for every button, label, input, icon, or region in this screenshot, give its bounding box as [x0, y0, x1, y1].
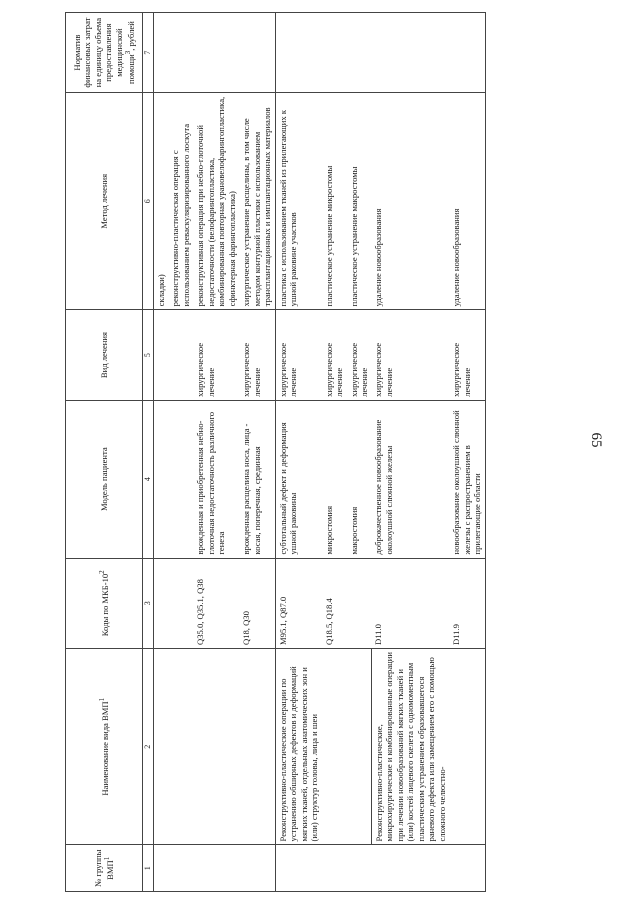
table-row — [347, 13, 372, 892]
cell-vmp-name — [347, 649, 372, 845]
cell-cost — [371, 13, 449, 93]
cell-method: удаление новообразования — [371, 93, 449, 310]
cell-model: микростомия — [322, 400, 347, 558]
cell-vmp-name — [239, 649, 275, 845]
cell-treatment: хирургическое лечение — [193, 310, 239, 400]
column-number: 1 — [143, 845, 154, 892]
cell-method: хирургическое устранение расщелины, в том числе методом контурной пластики с использованием трансплантационных и имплантационных материалов — [239, 93, 275, 310]
table-row — [239, 13, 275, 892]
cell-treatment: хирургическое лечение — [322, 310, 347, 400]
header-patient-model: Модель пациента — [66, 400, 143, 558]
cell-group — [449, 845, 485, 892]
cell-cost — [168, 13, 193, 93]
cell-vmp-name — [153, 649, 168, 845]
cell-group — [275, 845, 321, 892]
cell-method: реконструктивная операция при небно-глоточной недостаточности (велофарингопластика, комбинированная повторная урановелофарингопластика, сфинктерная фарингопластика) — [193, 93, 239, 310]
cell-vmp-name — [449, 649, 485, 845]
cell-cost — [193, 13, 239, 93]
cell-cost — [153, 13, 168, 93]
cell-vmp-name: Реконструктивно-пластические, микрохирургические и комбинированные операции при лечении новообразований мягких тканей и (или) костей лицевого скелета с одномоментным пластическим устранением образовавшегося раневого дефекта или замещением его с помощью сложного челюстно- — [371, 649, 449, 845]
table-row — [193, 13, 239, 892]
cell-mkb: D11.0 — [371, 558, 449, 648]
column-number: 6 — [143, 93, 154, 310]
cell-group — [168, 845, 193, 892]
cell-mkb: D11.9 — [449, 558, 485, 648]
cell-method: пластическое устранение микростомы — [322, 93, 347, 310]
cell-mkb — [168, 558, 193, 648]
cell-mkb: Q18, Q30 — [239, 558, 275, 648]
header-cost-standard: Норматив финансовых затрат на единицу объема предоставления медицинской помощи$^3$, рублей — [66, 13, 143, 93]
cell-method: складки) — [153, 93, 168, 310]
header-vmp-name: Наименование вида ВМП$^1$ — [66, 649, 143, 845]
cell-mkb: M95.1, Q87.0 — [275, 558, 321, 648]
cell-cost — [239, 13, 275, 93]
cell-group — [153, 845, 168, 892]
table-row — [275, 13, 321, 892]
header-mkb-codes: Коды по МКБ-$10^2$ — [66, 558, 143, 648]
cell-group — [193, 845, 239, 892]
table-row — [153, 13, 168, 892]
cell-group — [347, 845, 372, 892]
header-treatment-type: Вид лечения — [66, 310, 143, 400]
column-number: 3 — [143, 558, 154, 648]
cell-group — [322, 845, 347, 892]
cell-cost — [347, 13, 372, 93]
cell-vmp-name — [193, 649, 239, 845]
cell-method: реконструктивно-пластическая операция с использованием реваскуляризированного лоскута — [168, 93, 193, 310]
cell-group — [371, 845, 449, 892]
cell-method: пластическое устранение макростомы — [347, 93, 372, 310]
cell-mkb: Q18.5, Q18.4 — [322, 558, 347, 648]
cell-vmp-name — [322, 649, 347, 845]
column-number-row — [143, 13, 154, 892]
cell-cost — [449, 13, 485, 93]
cell-treatment: хирургическое лечение — [449, 310, 485, 400]
cell-model: доброкачественное новообразование околоушной слюнной железы — [371, 400, 449, 558]
column-number: 7 — [143, 13, 154, 93]
header-group-number: № группы ВМП$^1$ — [66, 845, 143, 892]
page-number: 65 — [588, 432, 604, 448]
cell-model: макростомия — [347, 400, 372, 558]
cell-vmp-name — [168, 649, 193, 845]
cell-method: пластика с использованием тканей из прилегающих к ушной раковине участков — [275, 93, 321, 310]
cell-model: новообразование околоушной слюнной железы с распространением в прилегающие области — [449, 400, 485, 558]
cell-mkb — [153, 558, 168, 648]
cell-cost — [275, 13, 321, 93]
cell-treatment — [153, 310, 168, 400]
cell-model: врожденная расщелина носа, лица - косая, поперечная, срединная — [239, 400, 275, 558]
cell-cost — [322, 13, 347, 93]
header-treatment-method: Метод лечения — [66, 93, 143, 310]
vmp-table — [65, 12, 486, 892]
table-row — [322, 13, 347, 892]
rotated-table-container — [65, 12, 570, 892]
column-number: 2 — [143, 649, 154, 845]
cell-model — [168, 400, 193, 558]
cell-group — [239, 845, 275, 892]
table-row — [449, 13, 485, 892]
cell-vmp-name: Реконструктивно-пластические операции по устранению обширных дефектов и деформаций мягких тканей, отдельных анатомических зон и (или) структур головы, лица и шеи — [275, 649, 321, 845]
column-number: 4 — [143, 400, 154, 558]
cell-model — [153, 400, 168, 558]
cell-mkb: Q35.0, Q35.1, Q38 — [193, 558, 239, 648]
cell-treatment: хирургическое лечение — [275, 310, 321, 400]
cell-treatment: хирургическое лечение — [239, 310, 275, 400]
table-row — [371, 13, 449, 892]
cell-method: удаление новообразования — [449, 93, 485, 310]
cell-treatment: хирургическое лечение — [371, 310, 449, 400]
cell-model: субтотальный дефект и деформация ушной раковины — [275, 400, 321, 558]
header-row — [66, 13, 143, 892]
column-number: 5 — [143, 310, 154, 400]
cell-treatment: хирургическое лечение — [347, 310, 372, 400]
table-row — [168, 13, 193, 892]
cell-model: врожденная и приобретенная небно-глоточная недостаточность различного генеза — [193, 400, 239, 558]
cell-mkb — [347, 558, 372, 648]
cell-treatment — [168, 310, 193, 400]
